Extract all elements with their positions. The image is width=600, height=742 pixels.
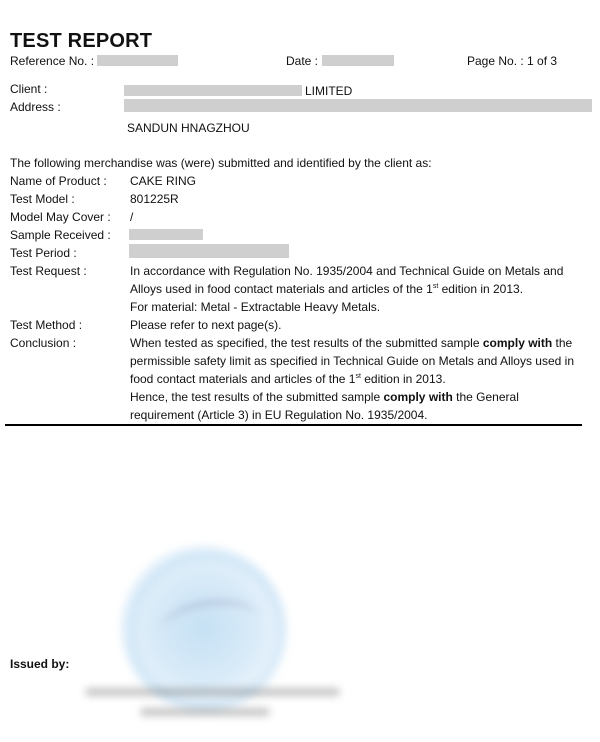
request-line1: In accordance with Regulation No. 1935/2004 and Technical Guide on Metals and Alloys used in food contact materials and articles of the 1st edition in 2013. xyxy=(130,264,564,296)
date-label: Date : xyxy=(286,54,319,68)
conclusion-para2: Hence, the test results of the submitted sample comply with the General requirement (Article 3) in EU Regulation No. 1935/2004. xyxy=(130,390,519,422)
cover-value: / xyxy=(130,210,134,224)
product-value: CAKE RING xyxy=(130,174,197,188)
address-line2: SANDUN HNAGZHOU xyxy=(127,121,250,135)
method-label: Test Method : xyxy=(10,318,83,332)
period-redaction xyxy=(129,244,289,258)
date-redaction xyxy=(322,55,394,66)
issuer-name-blurred xyxy=(85,688,340,696)
received-label: Sample Received : xyxy=(10,228,111,242)
client-suffix: LIMITED xyxy=(305,84,353,98)
product-label: Name of Product : xyxy=(10,174,107,188)
client-label: Client : xyxy=(10,82,48,96)
section-divider xyxy=(5,424,582,426)
request-text xyxy=(130,262,580,316)
received-redaction xyxy=(129,229,203,240)
request-label: Test Request : xyxy=(10,264,87,278)
address-redaction xyxy=(124,99,592,112)
method-value: Please refer to next page(s). xyxy=(130,318,282,332)
conclusion-text xyxy=(130,334,580,424)
conclusion-label: Conclusion : xyxy=(10,336,77,350)
address-label: Address : xyxy=(10,100,61,114)
report-title: TEST REPORT xyxy=(10,30,153,52)
issuer-title-blurred xyxy=(140,708,270,716)
reference-label: Reference No. : xyxy=(10,54,95,68)
request-line2: For material: Metal - Extractable Heavy Metals. xyxy=(130,300,381,314)
client-name-redaction xyxy=(124,85,302,96)
period-label: Test Period : xyxy=(10,246,77,260)
intro-text: The following merchandise was (were) submitted and identified by the client as: xyxy=(10,156,432,170)
model-label: Test Model : xyxy=(10,192,75,206)
reference-redaction xyxy=(97,55,178,66)
page-number: Page No. : 1 of 3 xyxy=(467,54,558,68)
cover-label: Model May Cover : xyxy=(10,210,111,224)
model-value: 801225R xyxy=(130,192,179,206)
conclusion-para1: When tested as specified, the test results of the submitted sample comply with the permissible safety limit as specified in Technical Guide on Metals and Alloys used in food contact materials and articles of the 1st edition in 2013. xyxy=(130,336,574,386)
issued-by-label: Issued by: xyxy=(10,657,70,671)
